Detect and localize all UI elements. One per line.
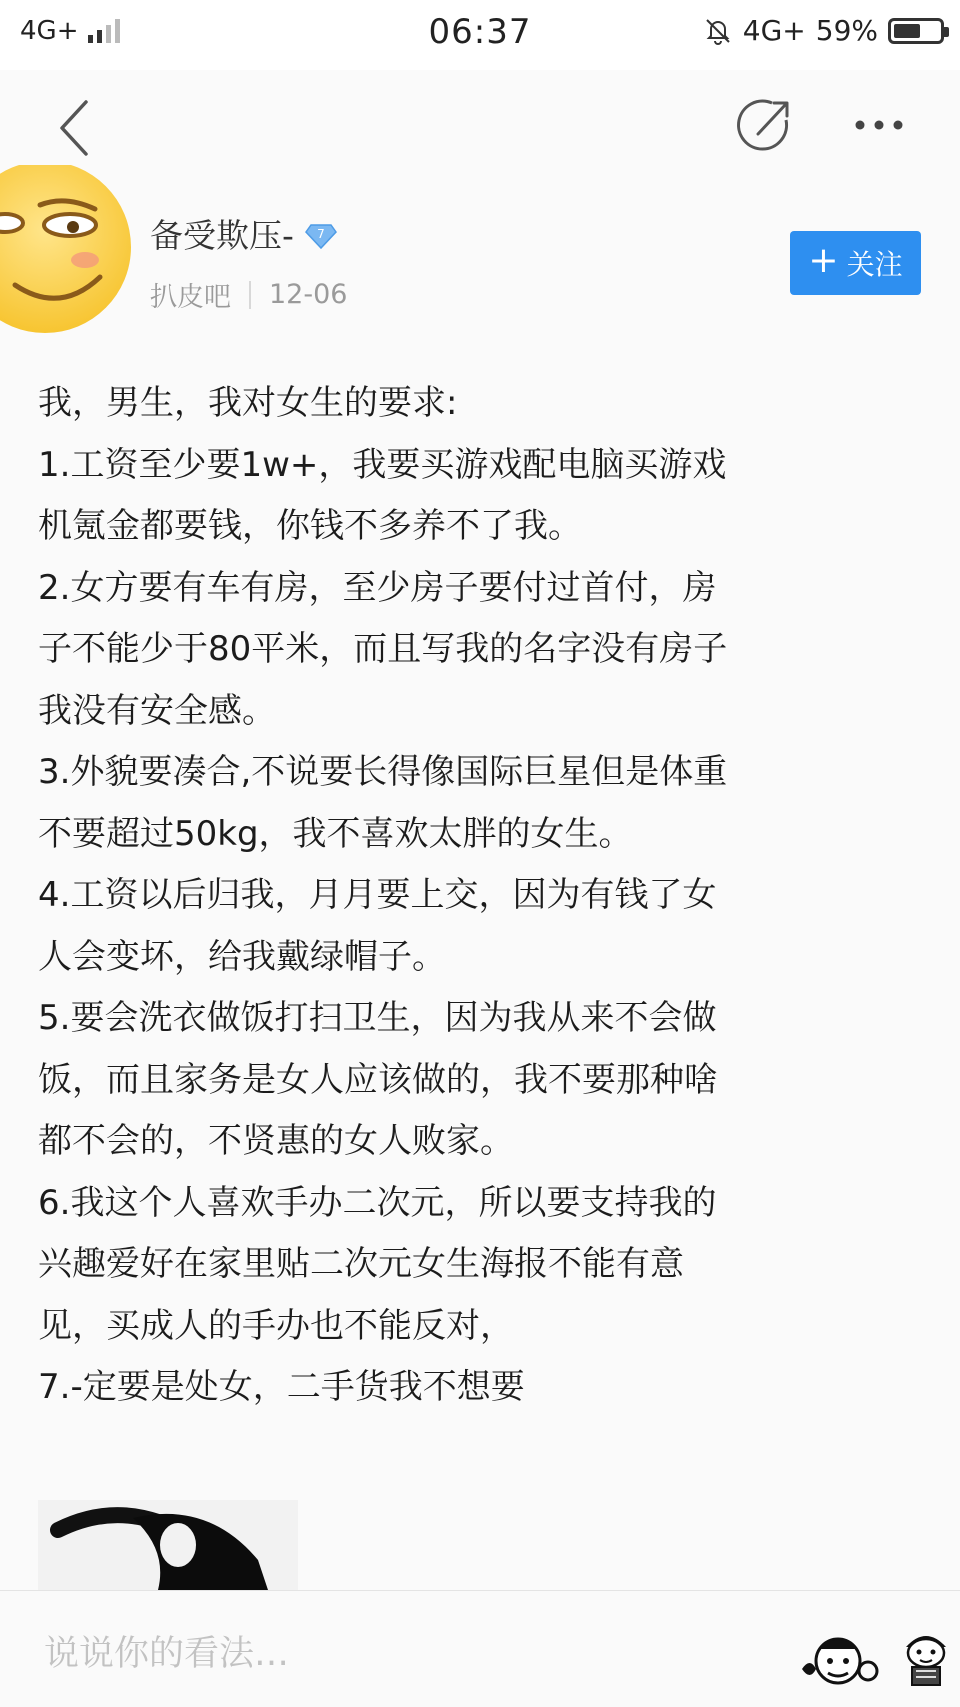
level-diamond-icon [304,217,338,251]
ellipsis-icon[interactable] [845,100,915,150]
network-type-right: 4G+ [742,14,806,47]
network-type: 4G+ [20,16,79,46]
post-date: 12-06 [269,279,348,310]
author-name[interactable]: 备受欺压- [150,216,294,255]
post-line: 兴趣爱好在家里贴二次元女生海报不能有意 [38,1244,684,1284]
post-line: 6.我这个人喜欢手办二次元，所以要支持我的 [38,1182,717,1223]
post-line: 2.女方要有车有房，至少房子要付过首付，房 [38,567,717,608]
status-bar [0,0,960,70]
plus-icon: + [808,240,839,281]
avatar[interactable] [0,165,135,335]
battery-icon [888,18,944,44]
meta-divider [249,281,251,309]
status-right [703,14,944,47]
battery-fill [894,24,920,38]
share-arrow-icon[interactable] [730,90,800,160]
follow-button[interactable] [790,231,921,295]
top-nav [0,70,960,180]
clock: 06:37 [428,12,532,52]
follow-label: 关注 [846,248,903,281]
post-line: 人会变坏，给我戴绿帽子。 [38,936,446,977]
meme-sticker-icon[interactable] [800,1629,880,1689]
battery-percent: 59% [815,14,878,47]
post-line: 我，男生，我对女生的要求: [38,383,458,423]
post-line: 1.工资至少要1w+，我要买游戏配电脑买游戏 [38,444,727,485]
svg-text:7: 7 [317,226,325,241]
post-line: 我没有安全感。 [38,690,276,731]
post-line: 不要超过50kg，我不喜欢太胖的女生。 [38,813,633,854]
post-image[interactable] [38,1500,298,1590]
comment-bar [0,1590,960,1707]
author-meta [150,275,347,314]
post-content [38,373,928,1419]
post-line: 饭，而且家务是女人应该做的，我不要那种啥 [38,1059,718,1100]
post-line: 见，买成人的手办也不能反对， [38,1305,514,1346]
post-line: 7.-定要是处女，二手货我不想要 [38,1367,525,1407]
post-line: 5.要会洗衣做饭打扫卫生，因为我从来不会做 [38,998,717,1038]
mute-bell-icon [703,16,733,46]
forum-name[interactable]: 扒皮吧 [150,282,231,313]
author-name-row [150,210,338,257]
author-header [0,165,960,340]
post-line: 机氪金都要钱，你钱不多养不了我。 [38,506,582,546]
chevron-left-icon[interactable] [48,90,108,160]
comment-input[interactable]: 说说你的看法… [44,1634,290,1674]
post-line: 都不会的，不贤惠的女人败家。 [38,1121,514,1161]
panda-sticker-icon[interactable] [900,1625,952,1689]
post-line: 4.工资以后归我，月月要上交，因为有钱了女 [38,875,717,915]
post-line: 子不能少于80平米，而且写我的名字没有房子 [38,629,728,669]
post-line: 3.外貌要凑合,不说要长得像国际巨星但是体重 [38,752,728,792]
